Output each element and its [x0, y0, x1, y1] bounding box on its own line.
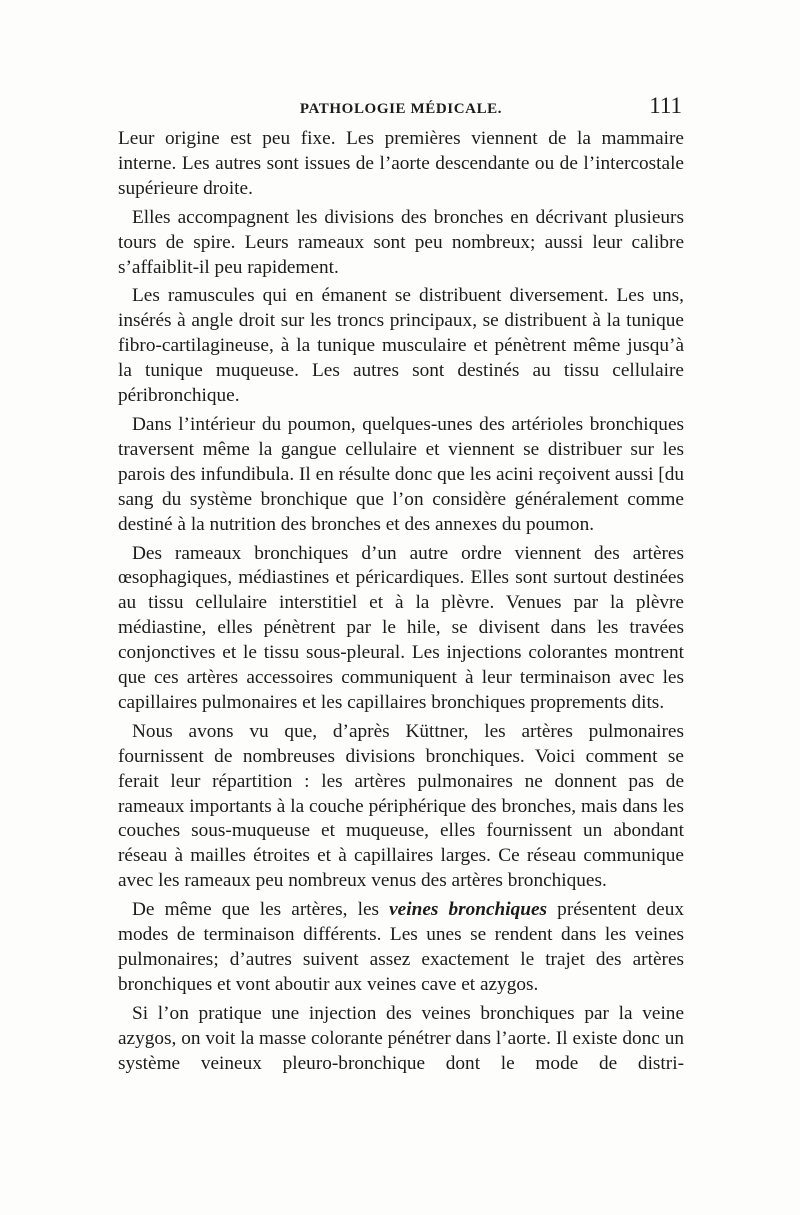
paragraph-4-text: Dans l’intérieur du poumon, quelques-unes des artérioles bronchiques traversent même la gangue cellulaire et viennent se distribuer sur les parois des infundibula. Il en résulte donc que les acini reçoivent aussi [du sang du système bronchique que l’on considère généralement comme destiné à la nutrition des bronches et des annexes du poumon.	[118, 413, 684, 535]
text-body	[118, 127, 684, 1077]
paragraph-7-text: De même que les artères, les	[132, 899, 390, 921]
page-number: 111	[649, 93, 682, 118]
paragraph-2	[118, 206, 684, 281]
paragraph-1	[118, 127, 684, 202]
paragraph-2-text: Elles accompagnent les divisions des bronches en décrivant plusieurs tours de spire. Leurs rameaux sont peu nombreux; aussi leur calibre s’affaiblit-il peu rapidement.	[118, 206, 684, 278]
paragraph-5	[118, 542, 684, 716]
paragraph-3-text: Les ramuscules qui en émanent se distribuent diversement. Les uns, insérés à angle droit sur les troncs principaux, se distribuent à la tunique fibro-cartilagineuse, à la tunique musculaire et pénètrent même jusqu’à la tunique muqueuse. Les autres sont destinés au tissu cellulaire péribronchique.	[118, 285, 684, 407]
paragraph-5-text: Des rameaux bronchiques d’un autre ordre viennent des artères œsophagiques, médiastines et péricardiques. Elles sont surtout destinées au tissu cellulaire interstitiel et à la plèvre. Venues par la plèvre médiastine, elles pénètrent par le hile, se divisent dans les travées conjonctives et le tissu sous-pleural. Les injections colorantes montrent que ces artères accessoires communiquent à leur terminaison avec les capillaires pulmonaires et les capillaires bronchiques proprements dits.	[118, 542, 684, 713]
italic-term-veines-bronchiques: veines bronchiques	[389, 899, 548, 921]
running-head	[118, 93, 684, 123]
paragraph-8	[118, 1002, 684, 1077]
paragraph-3	[118, 284, 684, 409]
paragraph-1-text: Leur origine est peu fixe. Les premières viennent de la mammaire interne. Les autres sont issues de l’aorte descendante ou de l’intercostale supérieure droite.	[118, 128, 684, 199]
paragraph-6	[118, 720, 684, 894]
running-head-title: PATHOLOGIE MÉDICALE.	[299, 101, 503, 117]
paragraph-4	[118, 413, 684, 538]
paragraph-7	[118, 898, 684, 998]
paragraph-6-text: Nous avons vu que, d’après Küttner, les artères pulmonaires fournissent de nombreuses divisions bronchiques. Voici comment se ferait leur répartition : les artères pulmonaires ne donnent pas de rameaux importants à la couche périphérique des bronches, mais dans les couches sous-muqueuse et muqueuse, elles fournissent un abondant réseau à mailles étroites et à capillaires larges. Ce réseau communique avec les rameaux peu nombreux venus des artères bronchiques.	[118, 720, 684, 892]
paragraph-7-text-end: présentent deux modes de terminaison différents. Les unes se rendent dans les veines pulmonaires; d’autres suivent assez exactement le trajet des artères bronchiques et vont aboutir aux veines cave et azygos.	[118, 899, 685, 995]
paragraph-8-text: Si l’on pratique une injection des veines bronchiques par la veine azygos, on voit la masse colorante pénétrer dans l’aorte. Il existe donc un système veineux pleuro-bronchique dont le mode de distri-	[118, 1002, 684, 1074]
